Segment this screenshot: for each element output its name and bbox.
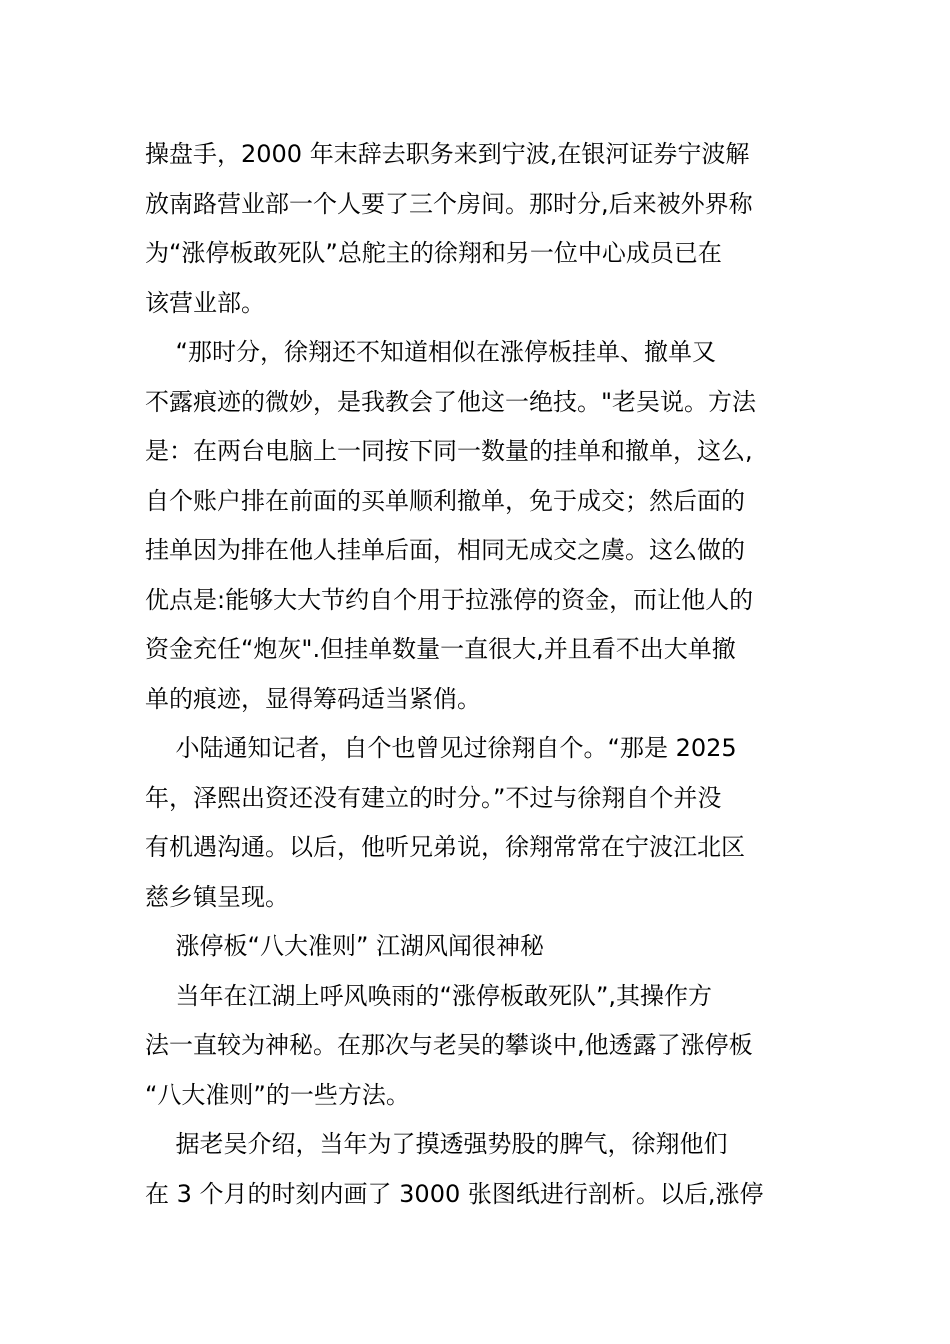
text-line: 当年在江湖上呼风唤雨的“涨停板敢死队”,其操作方 xyxy=(145,981,713,1010)
section-heading: 涨停板“八大准则” 江湖风闻很神秘 xyxy=(145,932,545,960)
text-line: 有机遇沟通。以后，他听兄弟说，徐翔常常在宁波江北区 xyxy=(145,833,745,861)
text-line: “八大准则”的一些方法。 xyxy=(145,1080,410,1109)
text-line: 单的痕迹，显得筹码适当紧俏。 xyxy=(145,684,481,713)
text-line: 小陆通知记者，自个也曾见过徐翔自个。“那是 2025 xyxy=(145,734,737,762)
text-line: 资金充任“炮灰".但挂单数量一直很大,并且看不出大单撤 xyxy=(145,635,736,663)
text-line: 优点是:能够大大节约自个用于拉涨停的资金，而让他人的 xyxy=(145,585,754,614)
text-line: 不露痕迹的微妙，是我教会了他这一绝技。"老吴说。方法 xyxy=(145,387,757,416)
text-line: 为“涨停板敢死队”总舵主的徐翔和另一位中心成员已在 xyxy=(145,239,722,267)
text-line: 慈乡镇呈现。 xyxy=(145,882,289,911)
text-line: 自个账户排在前面的买单顺利撤单，免于成交；然后面的 xyxy=(145,486,745,515)
text-line: 操盘手，2000 年末辞去职务来到宁波,在银河证券宁波解 xyxy=(145,140,750,168)
text-line: 法一直较为神秘。在那次与老吴的攀谈中,他透露了涨停板 xyxy=(145,1031,753,1059)
text-line: 在 3 个月的时刻内画了 3000 张图纸进行剖析。以后,涨停 xyxy=(145,1179,764,1208)
text-line: 放南路营业部一个人要了三个房间。那时分,后来被外界称 xyxy=(145,189,753,218)
text-line: 年，泽熙出资还没有建立的时分。”不过与徐翔自个并没 xyxy=(145,783,722,812)
text-line: 该营业部。 xyxy=(145,288,265,317)
text-line: “那时分，徐翔还不知道相似在涨停板挂单、撤单又 xyxy=(145,338,716,366)
text-line: 据老吴介绍，当年为了摸透强势股的脾气，徐翔他们 xyxy=(145,1130,728,1158)
text-line: 挂单因为排在他人挂单后面，相同无成交之虞。这么做的 xyxy=(145,536,745,564)
text-line: 是：在两台电脑上一同按下同一数量的挂单和撤单，这么, xyxy=(145,437,753,465)
document-body xyxy=(145,130,805,1219)
